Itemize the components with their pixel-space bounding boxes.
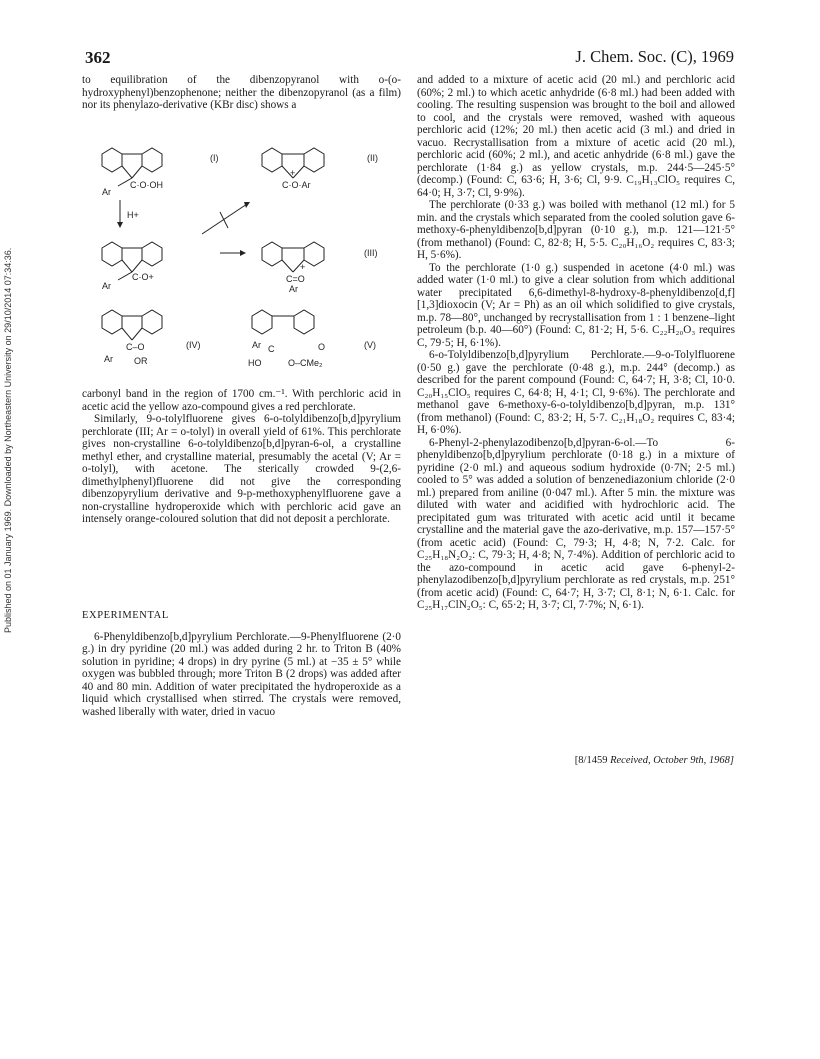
journal-header: J. Chem. Soc. (C), 1969	[575, 47, 734, 66]
label-II: (II)	[367, 153, 378, 163]
label-V: (V)	[364, 340, 376, 350]
label-ar-3: Ar	[289, 284, 298, 294]
label-c-o-plus: C·O+	[132, 272, 154, 282]
label-c-eq-o: C=O	[286, 274, 305, 284]
reaction-scheme	[82, 136, 402, 376]
structure-III	[262, 242, 324, 272]
label-IV: (IV)	[186, 340, 201, 350]
left-column-experimental	[82, 610, 401, 718]
label-ar-2: Ar	[102, 281, 111, 291]
intro-paragraph: to equilibration of the dibenzopyranol with o-(o-hydroxyphenyl)benzophenone; neither the dibenzopyranol (as a film) nor its phenylazo-derivative (KBr disc) shows a	[82, 74, 401, 111]
paragraph-carbonyl: carbonyl band in the region of 1700 cm.⁻¹. With perchloric acid in acetic acid the yellow azo-compound gives a red perchlorate.	[82, 388, 401, 413]
right-paragraph-1: and added to a mixture of acetic acid (20 ml.) and perchloric acid (60%; 2 ml.) to which acetic anhydride (6·8 ml.) had been added with cooling. The resulting suspension was brought to the boil and allowed to cool, and the crystals were removed, washed with aqueous perchloric acid (12%; 20 ml.) then acetic acid (3 ml.) and dried in vacuo. Recrystallisation from a mixture of acetic acid (20 ml.), perchloric acid (60%; 2 ml.), and acetic anhydride (6·8 ml.) gave the perchlorate (1·84 g.) as yellow crystals, m.p. 244·5—245·5° (decomp.) (Found: C, 63·6; H, 3·6; Cl, 9·9. C₁₉H₁₃ClO₅ requires C, 64·0; H, 3·7; Cl, 9·9%).	[417, 74, 735, 199]
label-c-o: C–O	[126, 342, 145, 352]
right-paragraph-2: The perchlorate (0·33 g.) was boiled with methanol (12 ml.) for 5 min. and the crystals which separated from the cooled solution gave 6-methoxy-6-phenyldibenzo[b,d]pyran (0·10 g.), m.p. 121—121·5° (from methanol) (Found: C, 82·8; H, 5·5. C₂₀H₁₆O₂ requires C, 83·3; H, 5·6%).	[417, 199, 735, 261]
received-ref: [8/1459	[574, 755, 608, 766]
arrow-right-head	[240, 250, 246, 256]
label-ho: HO	[248, 358, 262, 368]
label-plus-III: +	[300, 262, 306, 272]
label-plus-II: +	[290, 168, 296, 178]
left-column-discussion	[82, 388, 401, 526]
label-o-V: O	[318, 342, 326, 352]
label-ar-4: Ar	[104, 354, 113, 364]
label-c-V: C	[268, 344, 275, 354]
arrow-down-head	[117, 222, 123, 228]
page-number: 362	[85, 48, 111, 67]
arrow-crossed	[202, 204, 247, 234]
label-o-cme2: O–CMe₂	[288, 358, 323, 368]
label-c-o-ar: C·O·Ar	[282, 180, 311, 190]
label-ar-1: Ar	[102, 187, 111, 197]
right-paragraph-4: 6-o-Tolyldibenzo[b,d]pyrylium Perchlorate.—9-o-Tolylfluorene (0·50 g.) gave the perchlorate (0·48 g.), m.p. 244° (decomp.) as described for the parent compound (Found: C, 64·7; H, 3·8; Cl, 10·0. C₂₀H₁₅ClO₅ requires C, 64·8; H, 4·1; Cl, 9·6%). The perchlorate and methanol gave 6-methoxy-6-o-tolyldibenzo[b,d]pyran, m.p. 131° (from methanol) (Found: C, 83·2; H, 5·7. C₂₁H₁₈O₂ requires C, 83·4; H, 6·0%).	[417, 349, 735, 436]
label-c-o-oh: C·O·OH	[130, 180, 163, 190]
left-column-intro	[82, 74, 401, 112]
label-h-plus: H+	[127, 210, 139, 220]
received-date: Received, October 9th, 1968]	[610, 755, 734, 766]
download-notice: Published on 01 January 1969. Downloaded by Northeastern University on 29/10/2014 07:34:36.	[3, 247, 13, 633]
reaction-scheme-drawing	[82, 136, 402, 376]
structure-IV	[102, 310, 162, 340]
label-I: (I)	[210, 153, 219, 163]
label-or: OR	[134, 356, 148, 366]
arrow-cross-mark	[220, 212, 228, 228]
right-column	[417, 74, 735, 612]
label-ar-5: Ar	[252, 340, 261, 350]
paragraph-tolyl: Similarly, 9-o-tolylfluorene gives 6-o-tolyldibenzo[b,d]pyrylium perchlorate (III; Ar = o-tolyl) in overall yield of 61%. This perchlorate gives non-crystalline 6-o-tolyldibenzo[b,d]pyran-6-ol, a crystalline methyl ether, and crystalline material, presumably the acetal (V; Ar = o-tolyl), with acetone. The sterically crowded 9-(2,6-dimethylphenyl)fluorene did not give the corresponding dibenzopyrylium derivative and 9-p-methoxyphenylfluorene gave a non-crystalline hydroperoxide which with perchloric acid gave an intensely orange-coloured solution that did not deposit a perchlorate.	[82, 413, 401, 525]
right-paragraph-3: To the perchlorate (1·0 g.) suspended in acetone (4·0 ml.) was added water (1·0 ml.) to give a clear solution from which additional water precipitated 6,6-dimethyl-8-hydroxy-8-phenyldibenzo[d,f][1,3]dioxocin (V; Ar = Ph) as an oil which solidified to give crystals, m.p. 78—80°, unchanged by recrystallisation from 1 : 1 benzene–light petroleum (b.p. 40—60°) (Found: C, 81·2; H, 5·6. C₂₂H₂₀O₃ requires C, 79·5; H, 6·1%).	[417, 261, 735, 349]
paragraph-experimental-1: 6-Phenyldibenzo[b,d]pyrylium Perchlorate.—9-Phenylfluorene (2·0 g.) in dry pyridine (20 ml.) was added during 2 hr. to Triton B (40% solution in pyridine; 4 drops) in dry pyrine (5 ml.) at −35 ± 5° while oxygen was bubbled through; more Triton B (2 drops) was added after 40 and 80 min. Addition of water precipitated the hydroperoxide as a liquid which crystallised when stirred. The crystals were removed, washed liberally with water, dried in vacuo	[82, 630, 401, 718]
section-heading-experimental: EXPERIMENTAL	[82, 610, 169, 621]
right-paragraph-5: 6-Phenyl-2-phenylazodibenzo[b,d]pyran-6-ol.—To 6-phenyldibenzo[b,d]pyrylium perchlorate (0·18 g.) in a mixture of pyridine (2·0 ml.) and aqueous sodium hydroxide (0·7N; 2·5 ml.) cooled to 5° was added a solution of benzenediazonium chloride (2·0 ml.) prepared from aniline (0·047 ml.). After 5 min. the mixture was diluted with water and acidified with hydrochloric acid. The precipitated gum was triturated with acetic acid until it became crystalline and the material gave the azo-derivative, m.p. 157—157·5° (from acetic acid) (Found: C, 79·3; H, 4·8; N, 7·2. Calc. for C₂₅H₁₈N₂O₂: C, 79·3; H, 4·8; N, 7·4%). Addition of perchloric acid to the azo-compound in acetic acid gave 6-phenyl-2-phenylazodibenzo[b,d]pyrylium perchlorate as red crystals, m.p. 251° (from acetic acid) (Found: C, 64·7; H, 3·7; Cl, 8·1; N, 6·1. Calc. for C₂₅H₁₇ClN₂O₅: C, 65·2; H, 3·7; Cl, 7·7%; N, 6·1).	[417, 436, 735, 611]
label-III: (III)	[364, 248, 378, 258]
structure-V	[252, 310, 314, 334]
received-line	[575, 755, 734, 766]
